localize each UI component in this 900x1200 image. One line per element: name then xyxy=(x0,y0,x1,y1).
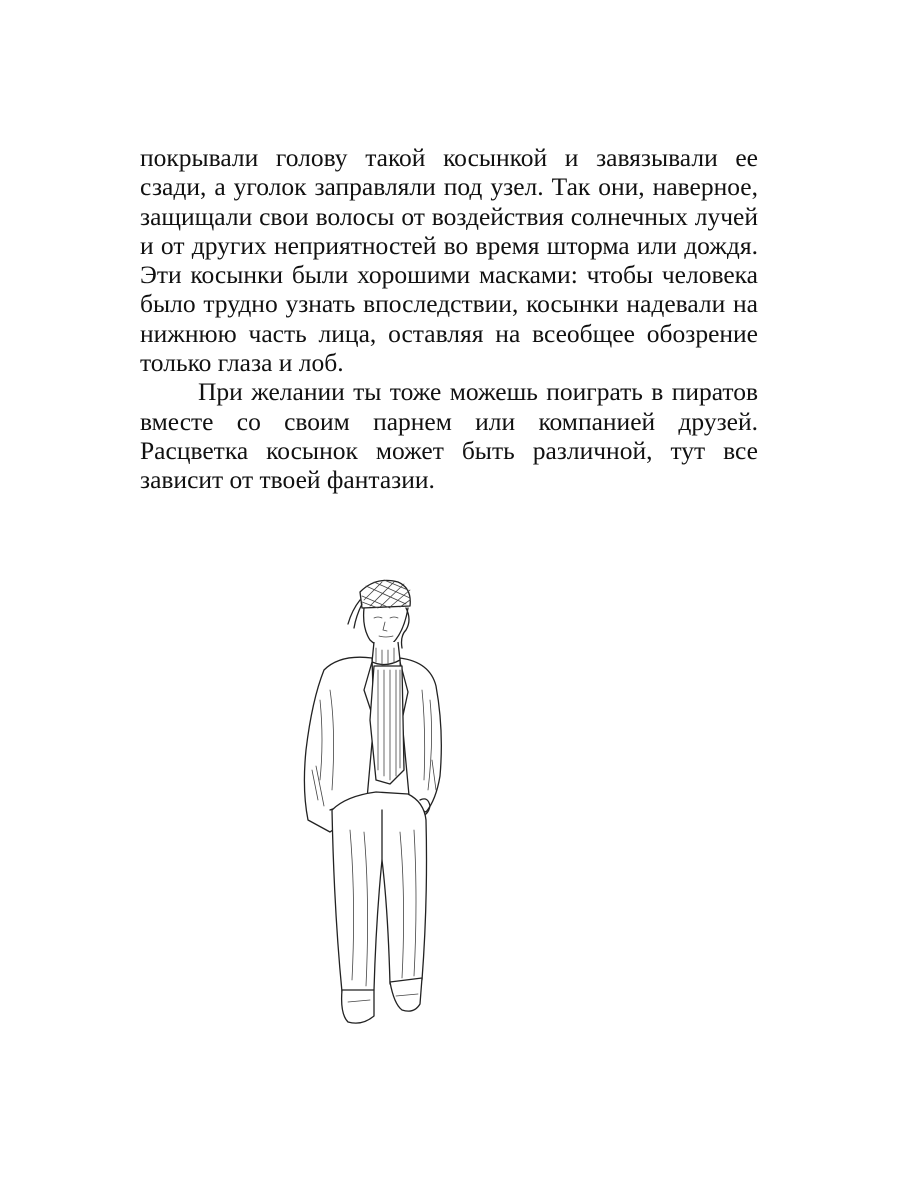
body-text xyxy=(140,143,758,495)
turtleneck xyxy=(372,642,400,665)
bandana xyxy=(348,580,410,628)
trousers xyxy=(332,792,427,992)
man-in-bandana-sketch xyxy=(290,570,460,1050)
sketch-drawing xyxy=(290,570,460,1050)
sweater xyxy=(370,666,404,784)
paragraph-pirates: При желании ты тоже можешь поиграть в пиратов вместе со своим парнем или компанией друзей. Расцветка косынок может быть различной, тут все зависит от твоей фантазии. xyxy=(140,377,758,495)
paragraph-continued: покрывали голову такой косынкой и завязывали ее сзади, а уголок заправляли под узел. Так они, наверное, защищали свои волосы от воздействия солнечных лучей и от других неприятностей во время шторма или дождя. Эти косынки были хорошими масками: чтобы человека было трудно узнать впоследствии, косынки надевали на нижнюю часть лица, оставляя на всеобщее обозрение только глаза и лоб. xyxy=(140,143,758,378)
